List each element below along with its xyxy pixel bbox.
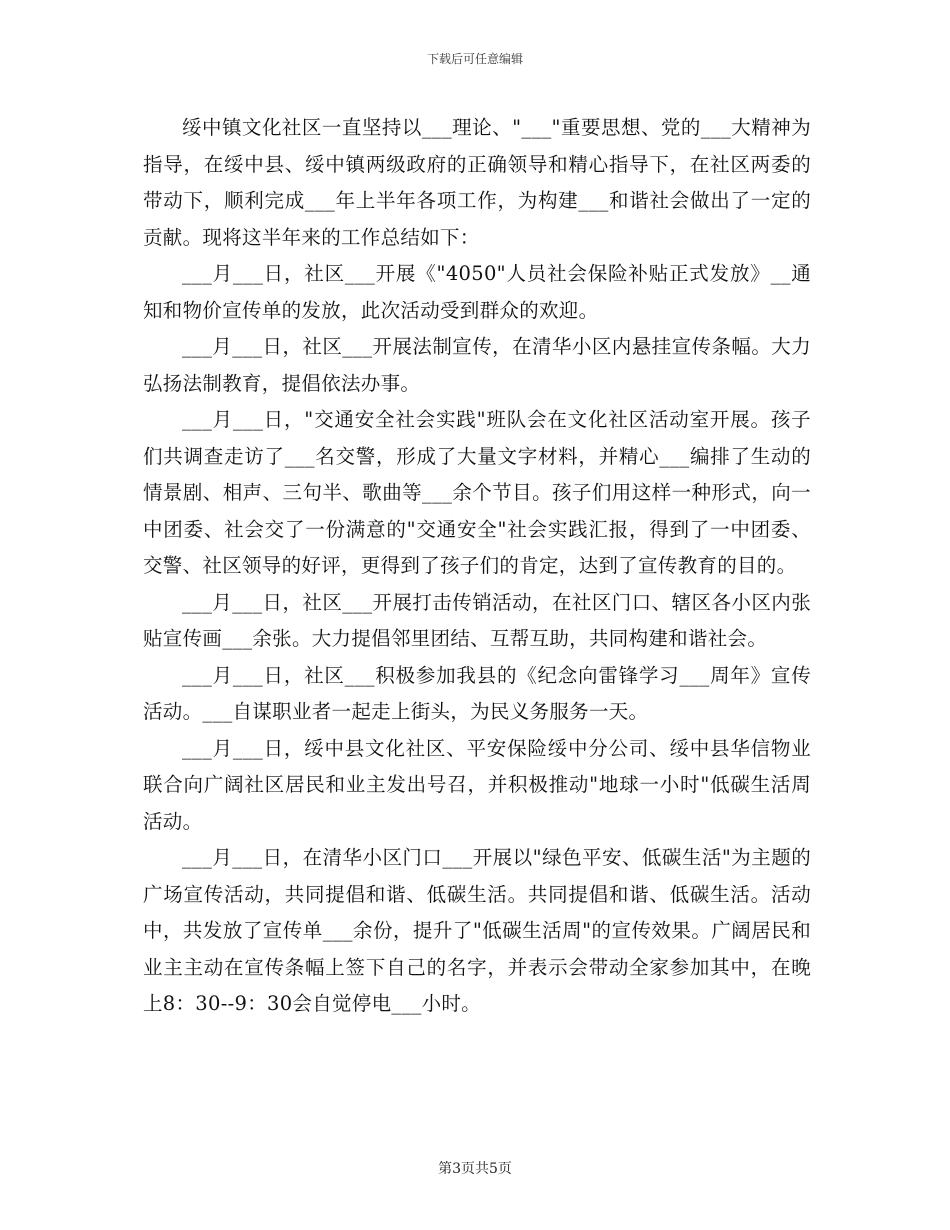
paragraph-lei-feng: ___月___日，社区___积极参加我县的《纪念向雷锋学习___周年》宣传活动。___自谋职业者一起走上街头，为民义务服务一天。 [143, 663, 811, 723]
page-number: 第3页共5页 [438, 1161, 512, 1177]
page-header: 下载后可任意编辑 [426, 52, 523, 66]
paragraph-earth-hour: ___月___日，绥中县文化社区、平安保险绥中分公司、绥中县华信物业联合向广阔社区居民和业主发出号召，并积极推动"地球一小时"低碳生活周活动。 [143, 736, 811, 833]
paragraph-traffic-safety: ___月___日，"交通安全社会实践"班队会在文化社区活动室开展。孩子们共调查走访了___名交警，形成了大量文字材料，并精心___编排了生动的情景剧、相声、三句半、歌曲等___余个节目。孩子们用这样一种形式，向一中团委、社会交了一份满意的"交通安全"社会实践汇报，得到了一中团委、交警、社区领导的好评，更得到了孩子们的肯定，达到了宣传教育的目的。 [143, 408, 811, 577]
paragraph-4050-notice: ___月___日，社区___开展《"4050"人员社会保险补贴正式发放》__通知和物价宣传单的发放，此次活动受到群众的欢迎。 [143, 262, 811, 322]
document-body [143, 110, 811, 1023]
paragraph-intro: 绥中镇文化社区一直坚持以___理论、"___"重要思想、党的___大精神为指导，在绥中县、绥中镇两级政府的正确领导和精心指导下，在社区两委的带动下，顺利完成___年上半年各项工作，为构建___和谐社会做出了一定的贡献。现将这半年来的工作总结如下： [143, 116, 811, 249]
paragraph-low-carbon: ___月___日，在清华小区门口___开展以"绿色平安、低碳生活"为主题的广场宣传活动，共同提倡和谐、低碳生活。共同提倡和谐、低碳生活。活动中，共发放了宣传单___余份，提升了"低碳生活周"的宣传效果。广阔居民和业主主动在宣传条幅上签下自己的名字，并表示会带动全家参加其中，在晚上8：30--9：30会自觉停电___小时。 [143, 846, 811, 1015]
paragraph-anti-pyramid: ___月___日，社区___开展打击传销活动，在社区门口、辖区各小区内张贴宣传画___余张。大力提倡邻里团结、互帮互助，共同构建和谐社会。 [143, 590, 811, 650]
paragraph-legal-promotion: ___月___日，社区___开展法制宣传，在清华小区内悬挂宣传条幅。大力弘扬法制教育，提倡依法办事。 [143, 335, 811, 395]
